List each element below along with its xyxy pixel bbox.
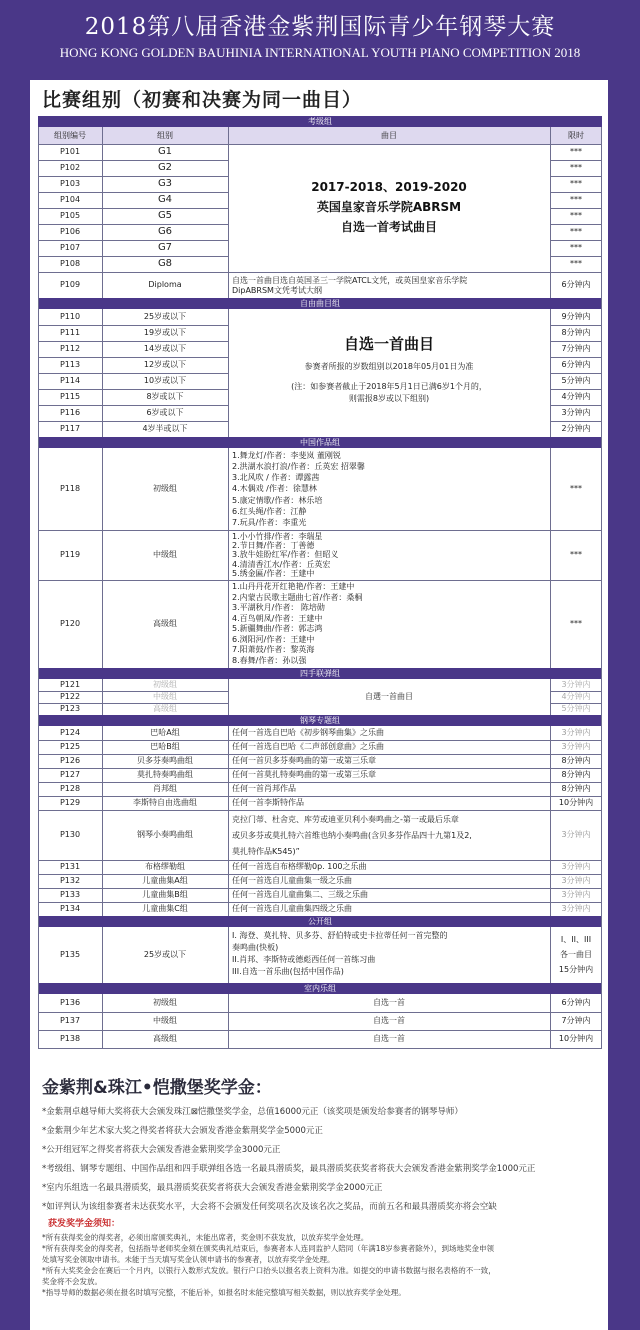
title-en: HONG KONG GOLDEN BAUHINIA INTERNATIONAL YOUTH PIANO COMPETITION 2018 [59, 45, 581, 60]
row-time: 4分钟内 [561, 692, 591, 701]
piece-line: 3.平湖秋月/作者： 陈培勋 [232, 603, 325, 612]
row-code: P113 [59, 360, 81, 369]
repertoire-line: 自选一首 [373, 1016, 405, 1025]
row-time: *** [570, 243, 582, 252]
row-code: P136 [59, 998, 81, 1007]
title-cn: 2018第八届香港金紫荆国际青少年钢琴大赛 [84, 14, 556, 40]
row-code: P129 [59, 798, 81, 807]
row-time: 7分钟内 [561, 344, 591, 353]
row-code: P119 [59, 550, 81, 559]
repertoire-line: III.自选一首乐曲(包括中国作品) [232, 967, 344, 976]
notice-line: 处填写奖金领取申请书。未能于当天填写奖金认领申请书的参赛者，以放弃奖学金处理。 [42, 1255, 335, 1264]
row-time: 6分钟内 [561, 998, 591, 1007]
time-line: 15分钟内 [558, 965, 594, 974]
row-code: P138 [59, 1034, 81, 1043]
row-name: 25岁或以下 [143, 950, 187, 959]
col-rule [601, 127, 602, 1048]
row-code: P111 [59, 328, 81, 337]
row-name: 高级组 [153, 1034, 177, 1043]
row-code: P128 [59, 784, 81, 793]
piece-line: 2.洪湖水浪打浪/作者：丘英宏 招翠馨 [232, 462, 365, 472]
repertoire-line: 自选一首曲目选自英国圣三一学院ATCL文凭，或英国皇家音乐学院 [232, 276, 468, 285]
col-rule [550, 994, 551, 1048]
row-code: P137 [59, 1016, 81, 1025]
row-name: G4 [157, 194, 173, 205]
piece-line: 7.阳萧鼓/作者：黎英海 [232, 645, 315, 654]
row-code: P125 [59, 742, 81, 751]
row-code: P126 [59, 756, 81, 765]
row-name: 高级组 [153, 619, 177, 628]
col-rule [550, 127, 551, 298]
row-name: 贝多芬奏鸣曲组 [137, 756, 193, 765]
row-name: 儿童曲集C组 [142, 904, 188, 913]
row-code: P121 [59, 680, 81, 689]
repertoire-line: 任何一首选自儿童曲集一级之乐曲 [232, 876, 352, 885]
row-code: P112 [59, 344, 81, 353]
row-time: *** [570, 195, 582, 204]
band-special-group: 钢琴专题组 [38, 715, 602, 726]
row-name: 14岁或以下 [143, 344, 187, 353]
col-rule [228, 994, 229, 1048]
column-header: 组别 [157, 131, 173, 140]
scholarship-item: *如评判认为该组参赛者未达获奖水平，大会将不会颁发任何奖项名次及该名次之奖品，而前五名和最具潜质奖亦将会空缺 [42, 1202, 497, 1212]
competition-table [38, 116, 602, 1052]
row-code: P120 [59, 619, 81, 628]
repertoire-line: 或贝多芬或莫扎特六首维也纳小奏鸣曲(含贝多芬作品四十九第1及2, [232, 831, 472, 840]
band-chinese-group: 中国作品组 [38, 437, 602, 448]
piece-line: 3.放牛娃盼红军/作者：但昭义 [232, 550, 339, 560]
row-time: 2分钟内 [561, 424, 591, 433]
row-time: 3分钟内 [561, 890, 591, 899]
row-code: P117 [59, 424, 81, 433]
col-rule [102, 448, 103, 668]
row-time: 3分钟内 [561, 904, 591, 913]
col-rule [228, 448, 229, 668]
row-time: 3分钟内 [561, 408, 591, 417]
row-name: 莫扎特奏鸣曲组 [137, 770, 193, 779]
row-code: P103 [59, 179, 81, 188]
row-code: P127 [59, 770, 81, 779]
piece-line: 3.北风吹 / 作者：谭露茜 [232, 473, 320, 483]
piece-line: 1.小小竹排/作者：李瑞星 [232, 532, 323, 541]
notice-block [42, 1219, 602, 1298]
row-name: 钢琴小奏鸣曲组 [137, 830, 193, 839]
row-time: 8分钟内 [561, 756, 591, 765]
col-rule [102, 679, 103, 715]
piece-line: 1.舞龙灯/作者：李斐岚 董刚锐 [232, 451, 341, 460]
repertoire-line: 英国皇家音乐学院ABRSM [316, 200, 462, 214]
row-name: Diploma [148, 280, 182, 289]
row-name: 中级组 [153, 692, 177, 701]
row-code: P116 [59, 408, 81, 417]
piece-line: 8.春舞/作者：孙以强 [232, 655, 307, 665]
piece-line: 1.山丹丹花开红艳艳/作者：王建中 [232, 582, 355, 591]
row-time: 6分钟内 [561, 360, 591, 369]
row-time: 8分钟内 [561, 770, 591, 779]
column-header: 曲目 [381, 131, 397, 140]
time-line: I、II、III [560, 935, 592, 944]
repertoire-line: II.肖邦、李斯特或德彪西任何一首练习曲 [232, 955, 376, 964]
repertoire-line: 任何一首选自布格缪勒0p. 100之乐曲 [232, 862, 367, 871]
row-code: P105 [59, 211, 81, 220]
col-rule [102, 309, 103, 437]
row-name: 初级组 [153, 484, 177, 493]
scholarship-title: 金紫荆&珠江•恺撒堡奖学金： [42, 1078, 272, 1098]
section-title: 比赛组别（初赛和决赛为同一曲目） [42, 89, 363, 111]
row-code: P109 [59, 280, 81, 289]
piece-line: 2.节日舞/作者：丁善德 [232, 541, 315, 551]
row-code: P101 [59, 147, 81, 156]
repertoire-line: 任何一首选自巴哈《初步钢琴曲集》之乐曲 [232, 728, 384, 737]
notice-line: *所有获得奖金的得奖者，包括指导老师奖金须在颁奖典礼结束后，参赛者本人连同监护人陪同（年满18岁参赛者除外），到场地奖金申领 [42, 1244, 495, 1253]
note-line: (注：如参赛者截止于2018年5月1日已满6岁1个月的， [291, 382, 487, 391]
scholarship-item: *考级组、钢琴专题组、中国作品组和四手联弹组各选一名最具潜质奖，最具潜质奖获奖者将获大会颁发香港金紫荆奖学金1000元正 [42, 1164, 536, 1174]
row-name: G2 [157, 162, 173, 173]
repertoire-line: 自选一首 [373, 998, 405, 1007]
band-four-hands-group: 四手联弹组 [38, 668, 602, 679]
row-time: *** [570, 211, 582, 220]
piece-line: 6.红头绳/作者：江静 [232, 506, 307, 516]
col-rule [102, 726, 103, 916]
row-name: 8岁或以下 [146, 392, 184, 401]
row-time: *** [570, 484, 582, 493]
col-rule [550, 679, 551, 715]
note-line: 参赛者所报的岁数组别以2018年05月01日为准 [304, 362, 474, 371]
row-name: 25岁或以下 [143, 312, 187, 321]
row-code: P115 [59, 392, 81, 401]
row-name: 儿童曲集B组 [142, 890, 188, 899]
repertoire-main: 自选一首曲目 [343, 335, 434, 353]
row-time: 6分钟内 [561, 280, 591, 289]
row-code: P122 [59, 692, 81, 701]
row-name: 初级组 [153, 998, 177, 1007]
row-name: 中级组 [153, 1016, 177, 1025]
col-rule [550, 726, 551, 916]
piece-line: 4.木偶戏 /作者：徐慧林 [232, 484, 317, 494]
row-time: 3分钟内 [561, 728, 591, 737]
time-line: 各一曲目 [560, 950, 592, 959]
row-rule [38, 1048, 602, 1049]
row-time: 8分钟内 [561, 328, 591, 337]
row-time: 3分钟内 [561, 876, 591, 885]
row-name: G5 [157, 210, 173, 221]
row-name: 布格缪勒组 [145, 862, 185, 871]
row-code: P102 [59, 163, 81, 172]
row-name: 4岁半或以下 [142, 424, 188, 433]
col-rule [228, 927, 229, 983]
col-rule [102, 127, 103, 298]
row-name: 巴哈B组 [150, 742, 180, 751]
row-time: 10分钟内 [558, 1034, 594, 1043]
col-rule [550, 309, 551, 437]
row-code: P131 [59, 862, 81, 871]
notice-line: *指导导师的数据必须在报名时填写完整，不能后补，如报名时未能完整填写相关数据，则以放弃奖学金处理。 [42, 1288, 406, 1297]
row-name: G3 [157, 178, 173, 189]
repertoire-line: 2017-2018、2019-2020 [311, 180, 467, 194]
row-code: P134 [59, 904, 81, 913]
scholarship-item: *室内乐组选一名最具潜质奖，最具潜质奖获奖者将获大会颁发香港金紫荆奖学金2000元正 [42, 1183, 383, 1193]
scholarship-item: *金紫荆少年艺术家大奖之得奖者将获大会颁发香港金紫荆奖学金5000元正 [42, 1126, 323, 1136]
row-code: P104 [59, 195, 81, 204]
repertoire-line: 自选一首 [373, 1034, 405, 1043]
row-code: P133 [59, 890, 81, 899]
row-name: 19岁或以下 [143, 328, 187, 337]
col-rule [550, 927, 551, 983]
row-name: 李斯特自由选曲组 [133, 798, 197, 807]
piece-line: 4.清清香江水/作者：丘英宏 [232, 559, 331, 569]
row-code: P123 [59, 704, 81, 713]
col-rule [228, 679, 229, 715]
repertoire-line: 任何一首肖邦作品 [232, 784, 296, 793]
piece-line: 5.绣金匾/作者：王建中 [232, 568, 315, 578]
row-name: 巴哈A组 [150, 728, 180, 737]
band-open-group: 公开组 [38, 916, 602, 927]
row-time: 9分钟内 [561, 312, 591, 321]
row-code: P124 [59, 728, 81, 737]
piece-line: 2.内蒙古民歌主题曲七首/作者：桑桐 [232, 592, 363, 602]
row-code: P114 [59, 376, 81, 385]
row-time: *** [570, 147, 582, 156]
row-code: P108 [59, 259, 81, 268]
row-name: G8 [157, 258, 173, 269]
band-chamber-group: 室内乐组 [38, 983, 602, 994]
band-grade-group: 考级组 [38, 116, 602, 127]
col-rule [102, 927, 103, 983]
row-time: *** [570, 259, 582, 268]
piece-line: 5.新疆舞曲/作者：郭志鸿 [232, 624, 323, 633]
notice-title: 获发奖学金须知： [48, 1219, 121, 1229]
row-name: 6岁或以下 [146, 408, 184, 417]
column-header: 组别编号 [54, 131, 86, 140]
repertoire-line: 任何一首选自儿童曲集四级之乐曲 [232, 904, 352, 913]
col-rule [228, 726, 229, 916]
row-code: P110 [59, 312, 81, 321]
row-time: 3分钟内 [561, 830, 591, 839]
column-header: 限时 [568, 131, 584, 140]
piece-line: 4.百鸟朝凤/作者：王建中 [232, 613, 323, 623]
col-rule [228, 309, 229, 437]
piece-line: 6.浏阳河/作者：王建中 [232, 634, 315, 644]
repertoire-line: DipABRSM文凭考试大纲 [232, 286, 322, 295]
repertoire-line: I. 海登、莫扎特、贝多芬、舒伯特或史卡拉蒂任何一首完整的 [232, 931, 448, 940]
row-name: 12岁或以下 [143, 360, 187, 369]
row-code: P118 [59, 484, 81, 493]
band-free-group: 自由曲目组 [38, 298, 602, 309]
repertoire-line: 莫扎特作品K545)” [232, 847, 300, 856]
note-line: 则需报8岁或以下组别) [348, 394, 430, 403]
scholarship-item: *金紫荆卓越导师大奖将获大会颁发珠江⊠恺撒堡奖学金，总值16000元正（该奖项是颁发给参赛者的钢琴导师） [42, 1107, 463, 1117]
row-time: *** [570, 227, 582, 236]
repertoire-line: 任何一首选自巴哈《二声部创意曲》之乐曲 [232, 742, 384, 751]
row-name: 肖邦组 [153, 784, 177, 793]
row-name: 中级组 [153, 550, 177, 559]
row-name: G6 [157, 226, 173, 237]
row-time: 4分钟内 [561, 392, 591, 401]
repertoire-line: 奏鸣曲(快板) [232, 943, 279, 952]
repertoire-line: 任何一首李斯特作品 [232, 798, 304, 807]
col-rule [228, 127, 229, 298]
row-code: P107 [59, 243, 81, 252]
row-time: 3分钟内 [561, 680, 591, 689]
row-code: P132 [59, 876, 81, 885]
row-time: 10分钟内 [558, 798, 594, 807]
repertoire-line: 自选一首考试曲目 [340, 220, 437, 234]
competition-header [0, 0, 640, 80]
notice-line: *所有获得奖金的得奖者，必须出席颁奖典礼，未能出席者，奖金则不获发放，以放弃奖学金处理。 [42, 1233, 369, 1242]
row-time: *** [570, 163, 582, 172]
row-time: 3分钟内 [561, 862, 591, 871]
repertoire-line: 任何一首贝多芬奏鸣曲的第一或第三乐章 [232, 756, 376, 765]
row-time: *** [570, 179, 582, 188]
row-rule [228, 272, 550, 273]
scholarship-item: *公开组冠军之得奖者将获大会颁发香港金紫荆奖学金3000元正 [42, 1145, 281, 1155]
row-time: *** [570, 619, 582, 628]
row-name: 儿童曲集A组 [142, 876, 188, 885]
col-rule [550, 448, 551, 668]
row-time: 3分钟内 [561, 742, 591, 751]
col-rule [38, 127, 39, 1048]
row-time: 5分钟内 [561, 376, 591, 385]
notice-line: 奖金将不会发放。 [42, 1277, 102, 1286]
row-name: 初级组 [153, 680, 177, 689]
row-time: 7分钟内 [561, 1016, 591, 1025]
row-time: 8分钟内 [561, 784, 591, 793]
row-time: 5分钟内 [561, 704, 591, 713]
row-code: P135 [59, 950, 81, 959]
notice-line: *所有大奖奖金会在赛后一个月内，以银行入数形式发放。银行户口抬头以报名表上资料为准。如提交的申请书数据与报名表格的不一致， [42, 1266, 496, 1275]
row-name: G1 [157, 146, 173, 157]
row-name: G7 [157, 242, 173, 253]
piece-line: 7.玩具/作者：李重光 [232, 517, 307, 527]
piece-line: 5.康定情歌/作者：林乐培 [232, 495, 323, 505]
row-name: 10岁或以下 [143, 376, 187, 385]
repertoire-line: 自選一首曲目 [365, 692, 413, 701]
row-name: 高级组 [153, 704, 177, 713]
row-code: P130 [59, 830, 81, 839]
row-code: P106 [59, 227, 81, 236]
row-time: *** [570, 550, 582, 559]
repertoire-line: 任何一首莫扎特奏鸣曲的第一或第三乐章 [232, 770, 376, 779]
repertoire-line: 任何一首选自儿童曲集二、三级之乐曲 [232, 890, 368, 899]
repertoire-line: 克拉门蒂、杜舍克、库劳或迪亚贝利小奏鸣曲之-第一或最后乐章 [232, 815, 459, 824]
col-rule [102, 994, 103, 1048]
